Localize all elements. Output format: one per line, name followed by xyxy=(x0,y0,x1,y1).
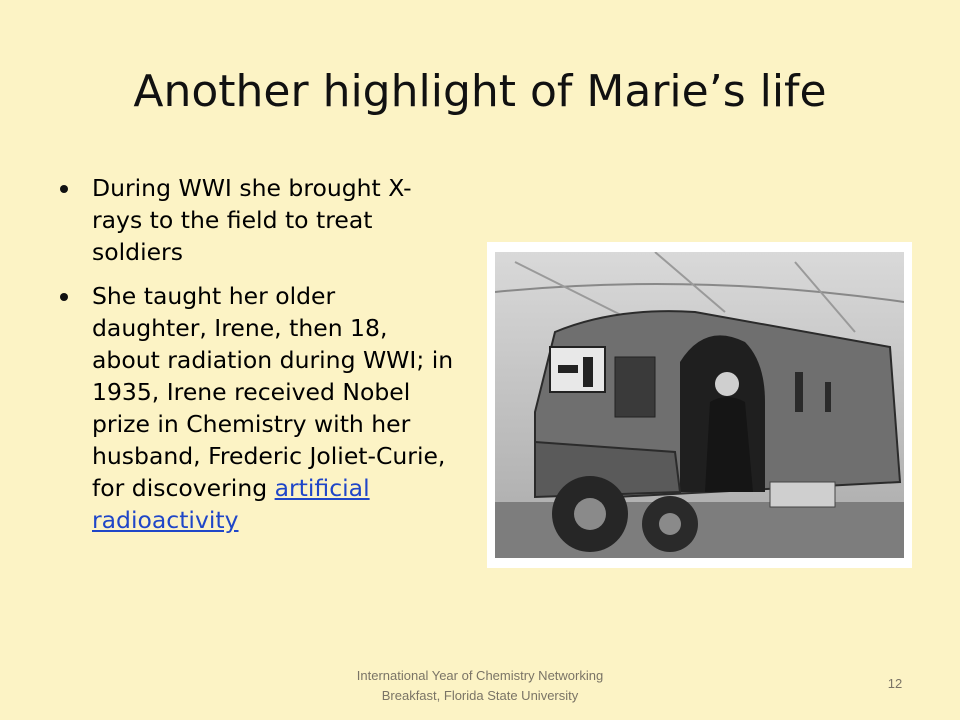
bullet-list xyxy=(60,172,455,548)
bullet-dot-icon xyxy=(60,185,68,193)
bullet-item xyxy=(60,172,455,268)
photo-frame xyxy=(487,242,912,568)
page-number: 12 xyxy=(887,676,903,691)
bullet-text: During WWI she brought X-rays to the field to treat soldiers xyxy=(92,174,412,266)
artificial-radioactivity-link[interactable]: artificial radioactivity xyxy=(92,474,370,534)
footer-line: International Year of Chemistry Networking xyxy=(356,668,604,683)
footer-text xyxy=(330,666,630,706)
bullet-text: She taught her older daughter, Irene, then 18, about radiation during WWI; in 1935, Irene received Nobel prize in Chemistry with her husband, Frederic Joliet-Curie, for discovering xyxy=(92,282,454,502)
slide-title: Another highlight of Marie’s life xyxy=(133,66,827,117)
marie-curie-x-ray-car-photo xyxy=(495,252,904,558)
footer-line: Breakfast, Florida State University xyxy=(381,688,579,703)
bullet-dot-icon xyxy=(60,293,68,301)
bullet-item xyxy=(60,280,455,536)
